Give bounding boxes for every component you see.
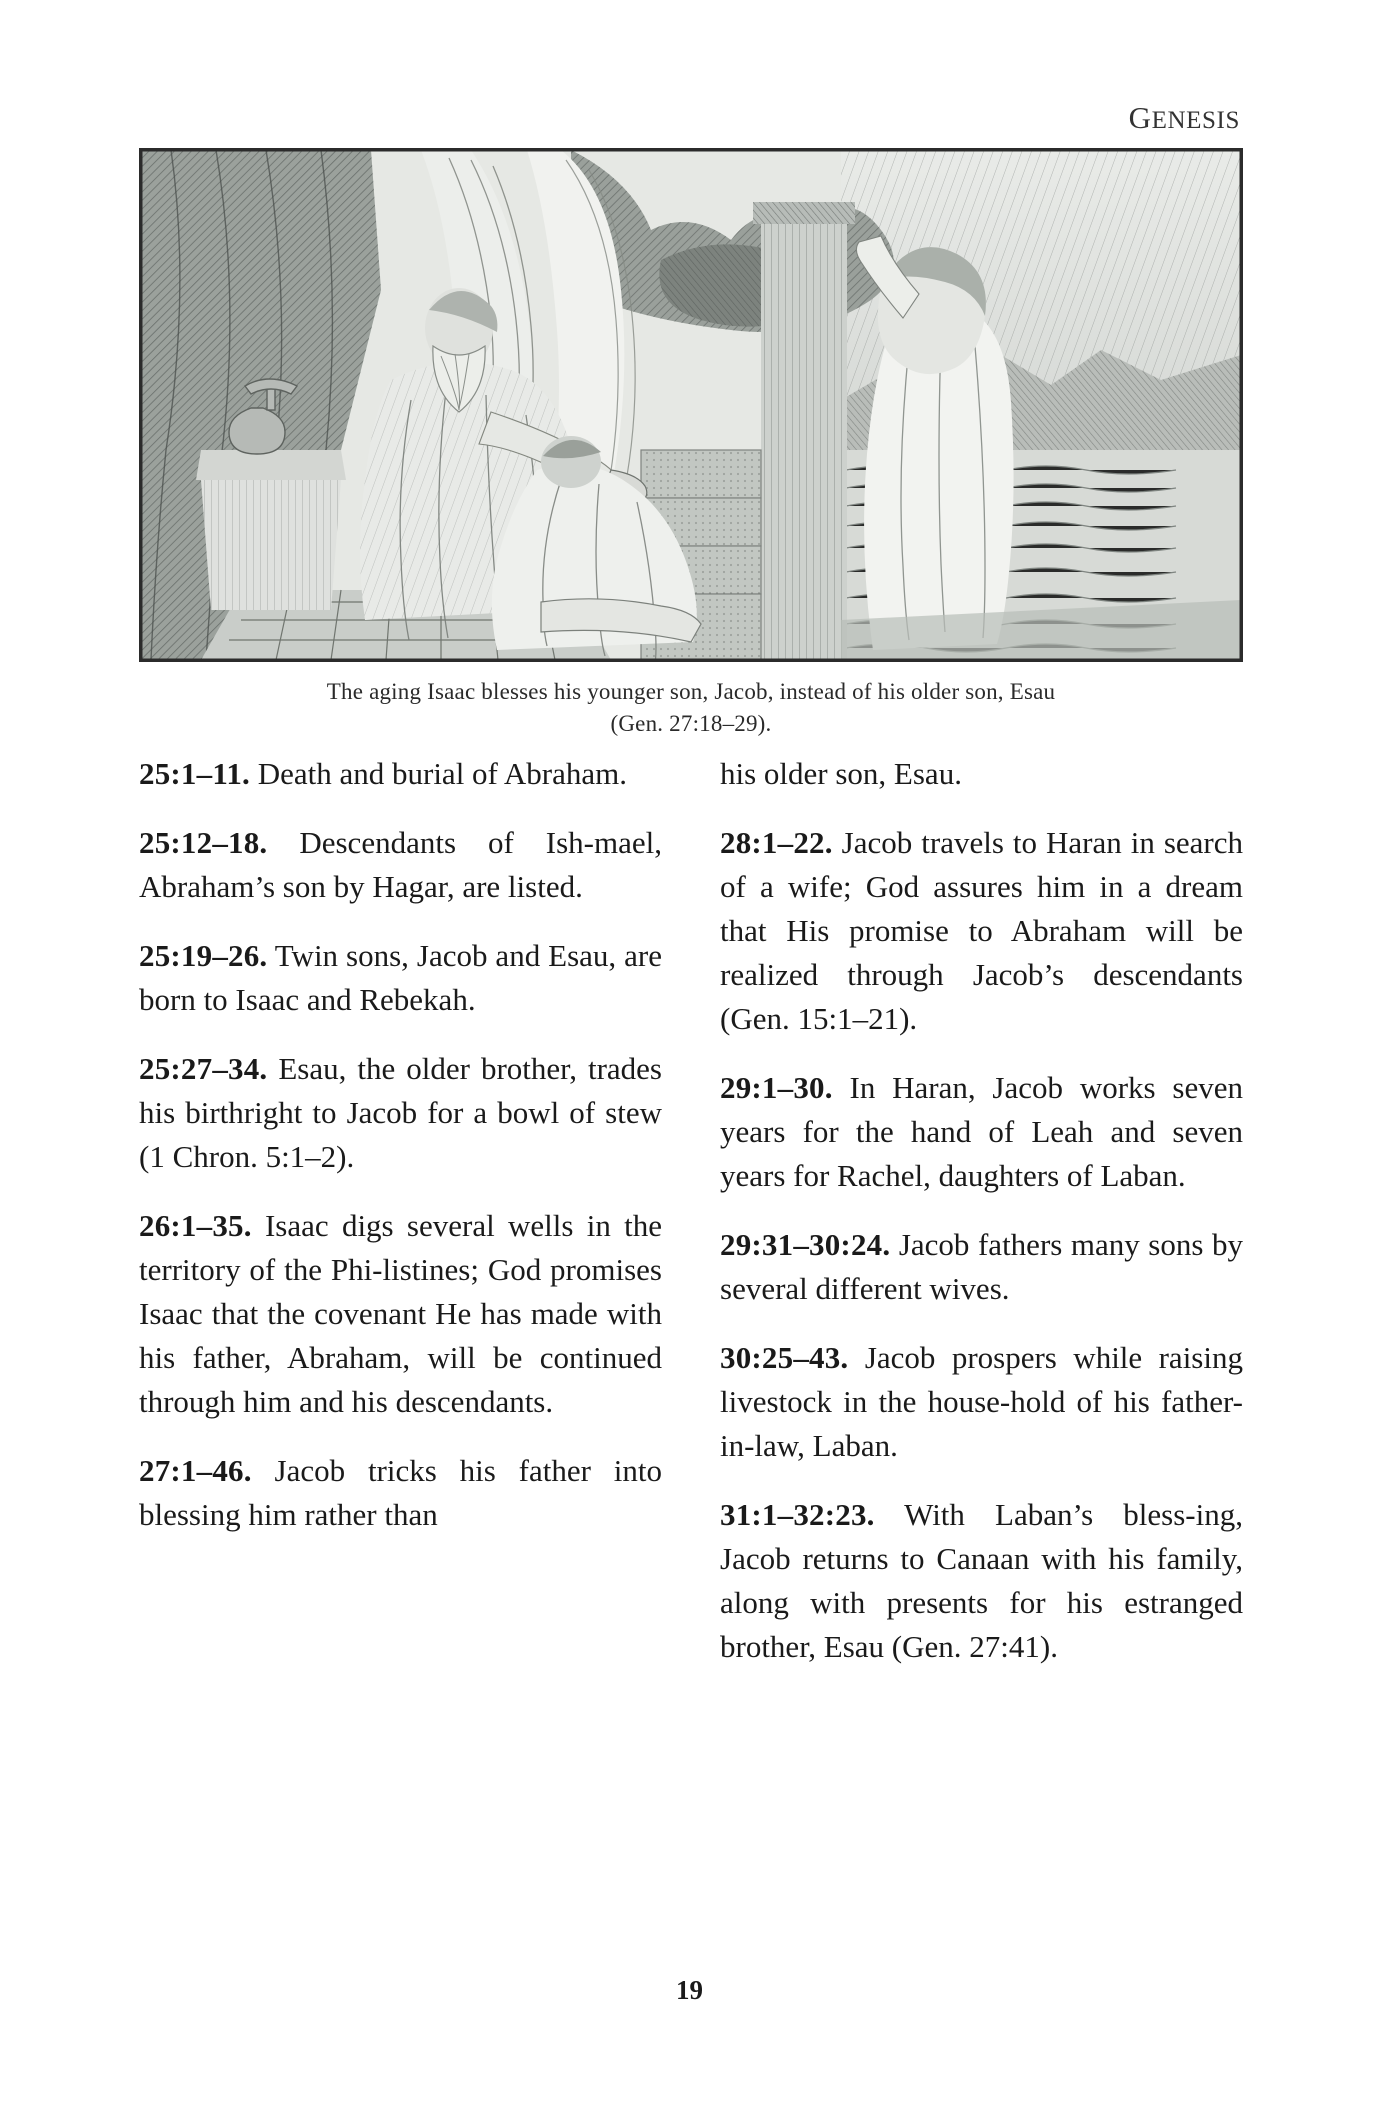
running-head-rest: ENESIS [1151,107,1240,134]
caption-line-1: The aging Isaac blesses his younger son, Jacob, instead of his older son, Esau [326,679,1056,704]
summary-text: his older son, Esau. [720,756,962,791]
scripture-reference: 29:1–30. [720,1070,833,1105]
engraving-artwork [141,150,1241,660]
caption-line-2: (Gen. 27:18–29). [610,711,772,736]
column-left [139,752,662,1694]
summary-text: Jacob travels to Haran in search of a wife; God assures him in a dream that His promise to Abraham will be realized through Jacob’s descendants (Gen. 15:1–21). [720,825,1243,1036]
scripture-reference: 27:1–46. [139,1453,252,1488]
summary-entry [139,752,662,796]
summary-text: Esau, the older brother, trades his birthright to Jacob for a bowl of stew (1 Chron. 5:1–2). [139,1051,662,1174]
scripture-reference: 25:12–18. [139,825,268,860]
summary-text: Descendants of Ish-mael, Abraham’s son by Hagar, are listed. [139,825,662,904]
body-columns [139,752,1243,1694]
summary-entry [139,934,662,1022]
summary-text: Twin sons, Jacob and Esau, are born to Isaac and Rebekah. [139,938,662,1017]
summary-text: With Laban’s bless-ing, Jacob returns to Canaan with his family, along with presents for his estranged brother, Esau (Gen. 27:41). [720,1497,1243,1664]
running-head-first-letter: G [1128,100,1152,135]
scripture-reference: 29:31–30:24. [720,1227,891,1262]
summary-entry [720,1223,1243,1311]
illustration-caption [139,676,1243,740]
summary-entry [720,1493,1243,1669]
isaac-blessing-jacob-illustration [139,148,1243,662]
summary-entry [139,821,662,909]
scripture-reference: 31:1–32:23. [720,1497,875,1532]
scripture-reference: 25:1–11. [139,756,250,791]
summary-text: Jacob tricks his father into blessing him rather than [139,1453,662,1532]
summary-entry [139,1449,662,1537]
scripture-reference: 25:19–26. [139,938,268,973]
scripture-reference: 25:27–34. [139,1051,268,1086]
summary-entry [720,1336,1243,1468]
scripture-reference: 28:1–22. [720,825,833,860]
summary-text: Isaac digs several wells in the territory of the Phi-listines; God promises Isaac that the covenant He has made with his father, Abraham, will be continued through him and his descendants. [139,1208,662,1419]
scripture-reference: 26:1–35. [139,1208,252,1243]
running-head [1129,100,1240,136]
scripture-reference: 30:25–43. [720,1340,849,1375]
page-number: 19 [676,1975,703,2005]
summary-entry-continuation [720,752,1243,796]
summary-text: Jacob prospers while raising livestock in the house-hold of his father-in-law, Laban. [720,1340,1243,1463]
summary-entry [720,1066,1243,1198]
summary-entry [139,1047,662,1179]
column-right [720,752,1243,1694]
summary-entry [139,1204,662,1424]
summary-text: Death and burial of Abraham. [249,756,628,791]
summary-entry [720,821,1243,1041]
summary-text: In Haran, Jacob works seven years for the hand of Leah and seven years for Rachel, daughters of Laban. [720,1070,1243,1193]
summary-text: Jacob fathers many sons by several different wives. [720,1227,1243,1306]
